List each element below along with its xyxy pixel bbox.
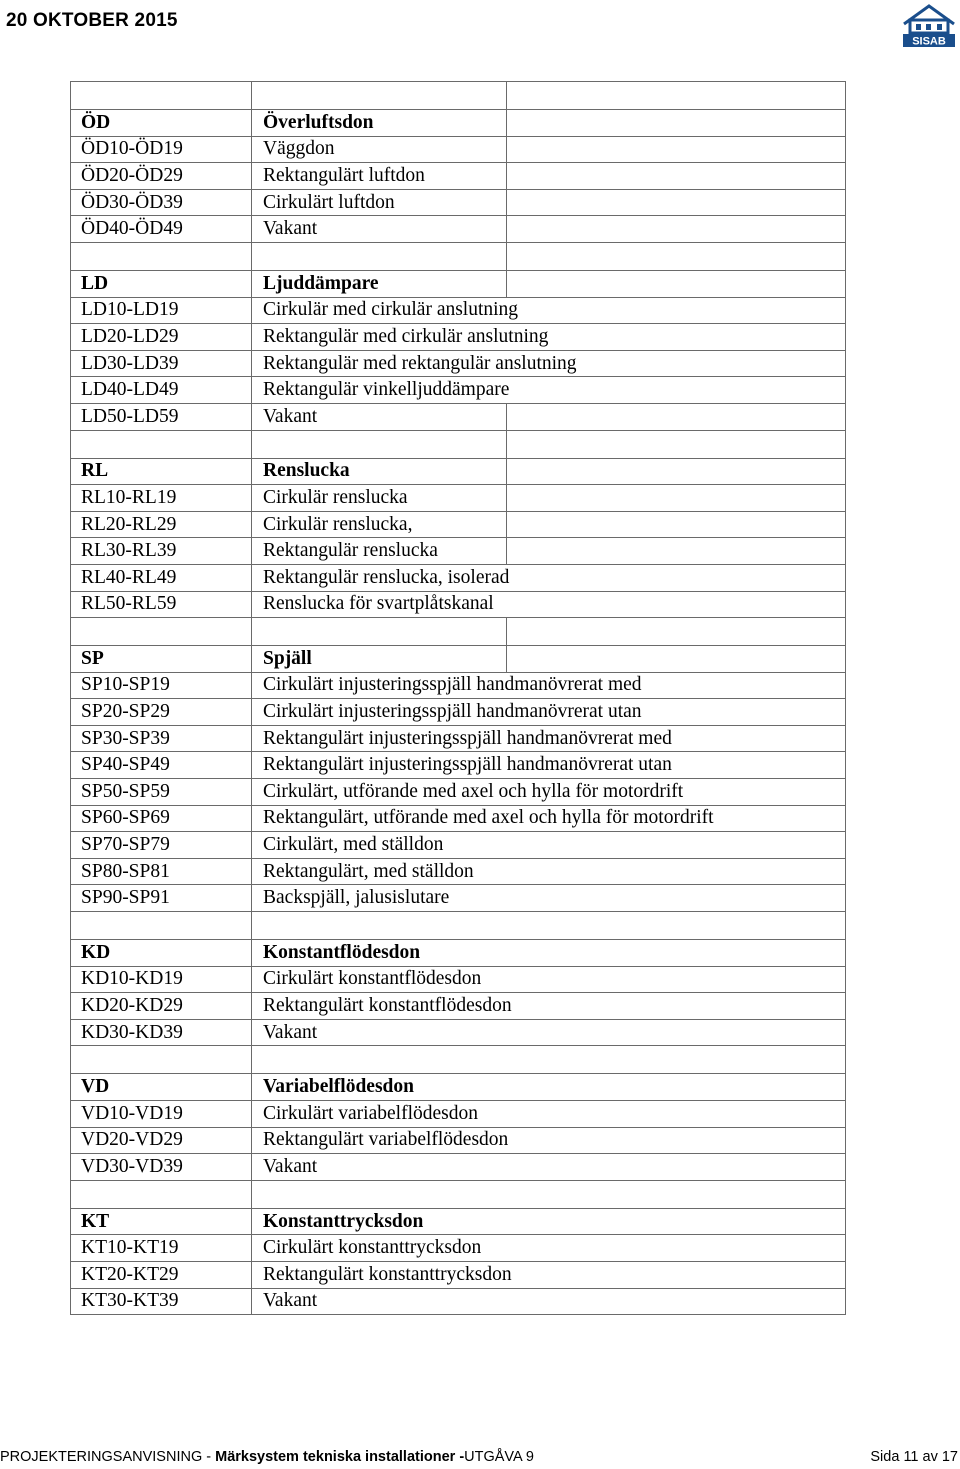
footer-version: UTGÅVA 9 [464, 1449, 534, 1465]
description-cell: Vakant [252, 1288, 846, 1315]
empty-cell [507, 458, 846, 485]
empty-cell [507, 110, 846, 137]
section-header-row [71, 1208, 846, 1235]
code-cell: VD [71, 1074, 252, 1101]
description-cell [252, 82, 507, 110]
description-cell: Rektangulärt, utförande med axel och hylla för motordrift [252, 805, 846, 832]
description-cell: Rektangulär med cirkulär anslutning [252, 324, 846, 351]
description-cell: Cirkulärt luftdon [252, 189, 507, 216]
code-cell: SP40-SP49 [71, 752, 252, 779]
code-cell: KD20-KD29 [71, 993, 252, 1020]
description-cell [252, 1180, 846, 1208]
table-row [71, 858, 846, 885]
code-cell: SP50-SP59 [71, 779, 252, 806]
sisab-logo [900, 2, 958, 48]
table-row [71, 350, 846, 377]
description-cell: Cirkulär renslucka, [252, 511, 507, 538]
table-row [71, 885, 846, 912]
code-cell: LD40-LD49 [71, 377, 252, 404]
empty-cell [507, 242, 846, 270]
table-row [71, 485, 846, 512]
section-header-row [71, 458, 846, 485]
code-cell: KD10-KD19 [71, 966, 252, 993]
code-cell: ÖD [71, 110, 252, 137]
section-header-row [71, 646, 846, 673]
code-cell: LD [71, 270, 252, 297]
code-cell: RL30-RL39 [71, 538, 252, 565]
empty-cell [507, 511, 846, 538]
description-cell: Vakant [252, 1154, 846, 1181]
code-cell: SP10-SP19 [71, 672, 252, 699]
description-cell: Ljuddämpare [252, 270, 507, 297]
section-header-row [71, 940, 846, 967]
description-cell: Vakant [252, 403, 507, 430]
spacer-row [71, 912, 846, 940]
page-footer [0, 1447, 960, 1467]
empty-cell [507, 646, 846, 673]
description-cell: Cirkulärt injusteringsspjäll handmanövrerat med [252, 672, 846, 699]
description-cell: Rektangulär vinkelljuddämpare [252, 377, 846, 404]
code-cell: RL [71, 458, 252, 485]
description-cell: Backspjäll, jalusislutare [252, 885, 846, 912]
section-header-row [71, 270, 846, 297]
code-cell [71, 1046, 252, 1074]
code-cell: SP70-SP79 [71, 832, 252, 859]
code-cell [71, 1180, 252, 1208]
table-row [71, 564, 846, 591]
table-row [71, 993, 846, 1020]
description-cell: Variabelflödesdon [252, 1074, 846, 1101]
spacer-row [71, 1180, 846, 1208]
description-cell: Rektangulärt konstantflödesdon [252, 993, 846, 1020]
code-cell [71, 618, 252, 646]
footer-page-number: Sida 11 av 17 [870, 1449, 958, 1465]
table-row [71, 1261, 846, 1288]
code-cell: LD30-LD39 [71, 350, 252, 377]
description-cell [252, 430, 507, 458]
description-cell [252, 618, 507, 646]
empty-cell [507, 485, 846, 512]
description-cell: Överluftsdon [252, 110, 507, 137]
code-cell [71, 430, 252, 458]
description-cell: Konstantflödesdon [252, 940, 846, 967]
code-cell: SP [71, 646, 252, 673]
description-cell [252, 242, 507, 270]
empty-cell [507, 270, 846, 297]
section-header-row [71, 1074, 846, 1101]
table-row [71, 1288, 846, 1315]
table-row [71, 163, 846, 190]
description-cell: Cirkulärt variabelflödesdon [252, 1101, 846, 1128]
empty-cell [507, 403, 846, 430]
table-row [71, 377, 846, 404]
table-row [71, 966, 846, 993]
table-row [71, 136, 846, 163]
spacer-row [71, 430, 846, 458]
description-cell: Cirkulärt, utförande med axel och hylla för motordrift [252, 779, 846, 806]
code-cell: LD20-LD29 [71, 324, 252, 351]
description-cell: Rektangulärt luftdon [252, 163, 507, 190]
description-cell: Rektangulär med rektangulär anslutning [252, 350, 846, 377]
description-cell: Rektangulärt konstanttrycksdon [252, 1261, 846, 1288]
footer-prefix: PROJEKTERINGSANVISNING - [0, 1449, 216, 1465]
description-cell: Cirkulärt, med ställdon [252, 832, 846, 859]
code-cell: SP30-SP39 [71, 725, 252, 752]
code-cell: ÖD20-ÖD29 [71, 163, 252, 190]
description-cell: Rektangulärt injusteringsspjäll handmanövrerat med [252, 725, 846, 752]
code-cell: SP60-SP69 [71, 805, 252, 832]
description-cell: Cirkulär renslucka [252, 485, 507, 512]
table-row [71, 1235, 846, 1262]
empty-cell [507, 216, 846, 243]
marking-system-table [70, 81, 846, 1315]
description-cell: Cirkulär med cirkulär anslutning [252, 297, 846, 324]
code-cell: RL50-RL59 [71, 591, 252, 618]
section-header-row [71, 110, 846, 137]
empty-cell [507, 82, 846, 110]
table-row [71, 805, 846, 832]
code-cell: VD10-VD19 [71, 1101, 252, 1128]
code-cell: VD30-VD39 [71, 1154, 252, 1181]
svg-text:SISAB: SISAB [912, 35, 946, 48]
code-cell: SP90-SP91 [71, 885, 252, 912]
table-row [71, 1019, 846, 1046]
table-row [71, 297, 846, 324]
code-cell: KD30-KD39 [71, 1019, 252, 1046]
code-cell: KT20-KT29 [71, 1261, 252, 1288]
description-cell: Väggdon [252, 136, 507, 163]
code-cell: SP20-SP29 [71, 699, 252, 726]
description-cell: Rektangulärt variabelflödesdon [252, 1127, 846, 1154]
table-row [71, 1154, 846, 1181]
table-row [71, 699, 846, 726]
description-cell: Vakant [252, 216, 507, 243]
empty-cell [507, 618, 846, 646]
table-row [71, 672, 846, 699]
code-cell: RL40-RL49 [71, 564, 252, 591]
code-cell: RL10-RL19 [71, 485, 252, 512]
code-cell: KD [71, 940, 252, 967]
code-cell [71, 912, 252, 940]
description-cell: Rektangulärt, med ställdon [252, 858, 846, 885]
description-cell [252, 1046, 846, 1074]
code-cell: VD20-VD29 [71, 1127, 252, 1154]
spacer-row [71, 242, 846, 270]
table-row [71, 832, 846, 859]
code-cell: ÖD10-ÖD19 [71, 136, 252, 163]
footer-title: Märksystem tekniska installationer - [215, 1449, 465, 1465]
description-cell: Cirkulärt konstantflödesdon [252, 966, 846, 993]
table-row [71, 1127, 846, 1154]
description-cell: Konstanttrycksdon [252, 1208, 846, 1235]
code-cell [71, 242, 252, 270]
table-row [71, 1101, 846, 1128]
code-cell: RL20-RL29 [71, 511, 252, 538]
code-cell: KT [71, 1208, 252, 1235]
description-cell: Cirkulärt injusteringsspjäll handmanövrerat utan [252, 699, 846, 726]
description-cell: Cirkulärt konstanttrycksdon [252, 1235, 846, 1262]
table-row [71, 511, 846, 538]
description-cell: Rektangulär renslucka [252, 538, 507, 565]
spacer-row [71, 1046, 846, 1074]
code-cell: KT10-KT19 [71, 1235, 252, 1262]
spacer-row [71, 618, 846, 646]
table-row [71, 779, 846, 806]
table-row [71, 189, 846, 216]
code-cell: LD50-LD59 [71, 403, 252, 430]
code-cell: ÖD40-ÖD49 [71, 216, 252, 243]
spacer-row [71, 82, 846, 110]
description-cell: Rektangulärt injusteringsspjäll handmanövrerat utan [252, 752, 846, 779]
empty-cell [507, 538, 846, 565]
table-row [71, 403, 846, 430]
description-cell [252, 912, 846, 940]
empty-cell [507, 136, 846, 163]
table-row [71, 538, 846, 565]
description-cell: Renslucka för svartplåtskanal [252, 591, 846, 618]
code-cell: ÖD30-ÖD39 [71, 189, 252, 216]
description-cell: Vakant [252, 1019, 846, 1046]
table-row [71, 324, 846, 351]
code-cell: LD10-LD19 [71, 297, 252, 324]
table-row [71, 725, 846, 752]
code-cell: SP80-SP81 [71, 858, 252, 885]
code-cell [71, 82, 252, 110]
table-row [71, 591, 846, 618]
footer-document-title [0, 1449, 534, 1465]
header-date: 20 OKTOBER 2015 [6, 10, 178, 31]
table-row [71, 216, 846, 243]
table-row [71, 752, 846, 779]
empty-cell [507, 163, 846, 190]
description-cell: Renslucka [252, 458, 507, 485]
empty-cell [507, 430, 846, 458]
description-cell: Rektangulär renslucka, isolerad [252, 564, 846, 591]
code-cell: KT30-KT39 [71, 1288, 252, 1315]
empty-cell [507, 189, 846, 216]
description-cell: Spjäll [252, 646, 507, 673]
